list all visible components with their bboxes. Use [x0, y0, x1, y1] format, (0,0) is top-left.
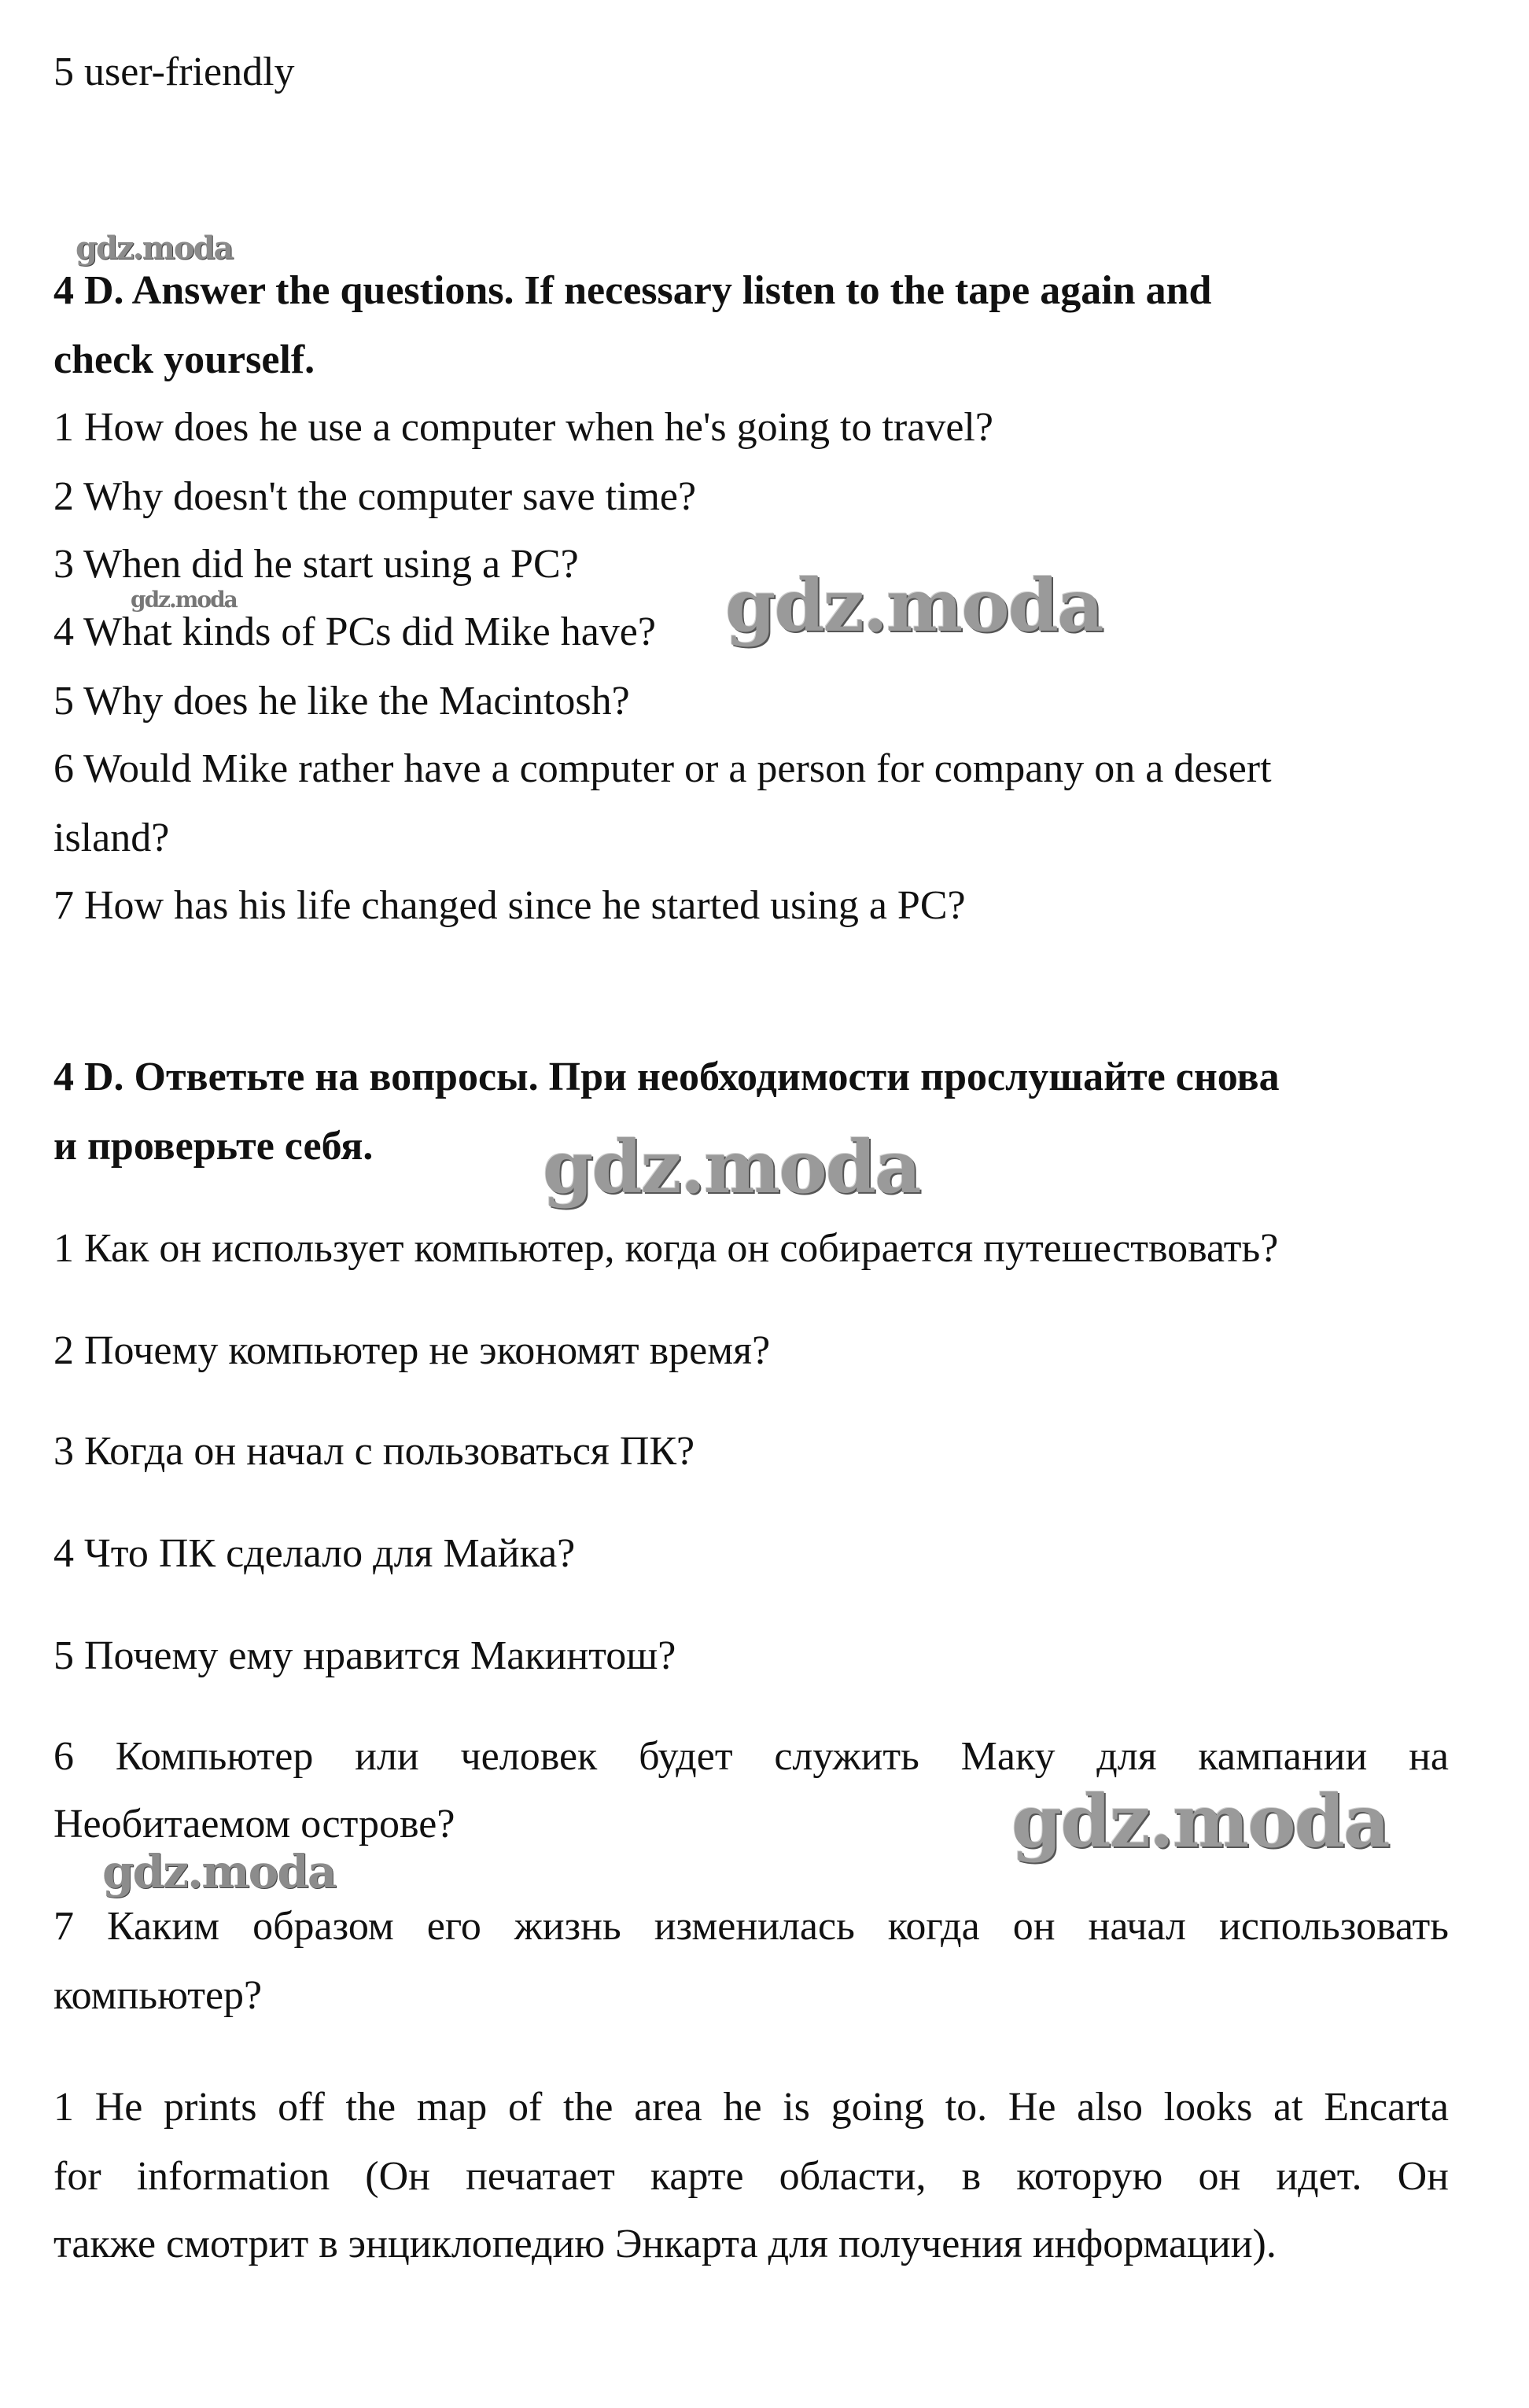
russian-question-2: 2 Почему компьютер не экономят время?	[53, 1328, 771, 1373]
russian-question-4: 4 Что ПК сделало для Майка?	[53, 1531, 576, 1576]
russian-heading-line-1: 4 D. Ответьте на вопросы. При необходимости прослушайте снова	[53, 1055, 1280, 1099]
english-question-4: 4 What kinds of PCs did Mike have?	[53, 609, 656, 654]
english-question-6: 6 Would Mike rather have a computer or a person for company on a desert	[53, 746, 1272, 791]
watermark: gdz.moda	[102, 1845, 336, 1898]
russian-question-7-continued: компьютер?	[53, 1973, 263, 2018]
russian-question-6-continued: Необитаемом острове?	[53, 1802, 455, 1847]
list-item-user-friendly: 5 user-friendly	[53, 50, 295, 94]
english-question-5: 5 Why does he like the Macintosh?	[53, 679, 630, 724]
russian-heading-line-2: и проверьте себя.	[53, 1124, 374, 1169]
english-question-7: 7 How has his life changed since he started using a PC?	[53, 883, 966, 928]
russian-question-3: 3 Когда он начал с пользоваться ПК?	[53, 1429, 695, 1474]
russian-question-7: 7 Каким образом его жизнь изменилась когда он начал использовать	[53, 1904, 1449, 1949]
english-question-3: 3 When did he start using a PC?	[53, 542, 579, 587]
answer-line-3: также смотрит в энциклопедию Энкарта для получения информации).	[53, 2222, 1277, 2266]
russian-question-1: 1 Как он использует компьютер, когда он собирается путешествовать?	[53, 1226, 1279, 1271]
english-question-2: 2 Why doesn't the computer save time?	[53, 474, 697, 519]
russian-question-5: 5 Почему ему нравится Макинтош?	[53, 1633, 676, 1678]
watermark: gdz.moda	[725, 563, 1103, 648]
watermark: gdz.moda	[1011, 1779, 1389, 1864]
russian-question-6: 6 Компьютер или человек будет служить Маку для кампании на	[53, 1734, 1449, 1779]
watermark: gdz.moda	[543, 1125, 920, 1210]
watermark: gdz.moda	[131, 587, 237, 613]
answer-line-2: for information (Он печатает карте области, в которую он идет. Он	[53, 2154, 1449, 2199]
english-question-1: 1 How does he use a computer when he's going to travel?	[53, 405, 993, 450]
english-heading-line-1: 4 D. Answer the questions. If necessary listen to the tape again and	[53, 268, 1212, 313]
answer-line-1: 1 He prints off the map of the area he is going to. He also looks at Encarta	[53, 2085, 1449, 2130]
english-heading-line-2: check yourself.	[53, 337, 315, 382]
english-question-6-continued: island?	[53, 816, 170, 860]
watermark: gdz.moda	[76, 230, 233, 267]
